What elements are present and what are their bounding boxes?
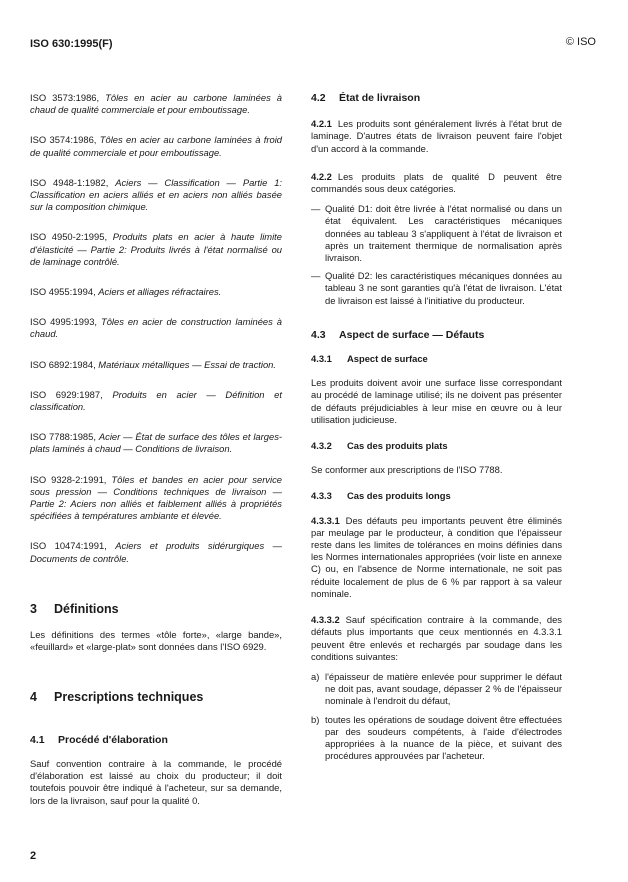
reference-code: ISO 4955:1994,	[30, 286, 96, 298]
doc-id-header: ISO 630:1995(F)	[30, 38, 113, 50]
condition-a-item: a) l'épaisseur de matière enlevée pour supprimer le défaut ne doit pas, avant soudage, dépasser 2 % de l'épaisseur nominale à l'endroit du défaut,	[311, 670, 562, 707]
reference-item	[30, 134, 282, 158]
reference-title: Produits plats en acier à haute limite d'élasticité — Partie 2: Produits livrés à l'état normalisé ou de laminage contrôlé.	[30, 231, 282, 267]
reference-item	[30, 359, 282, 371]
reference-title: Acier — État de surface des tôles et larges-plats laminés à chaud — Conditions de livraison.	[30, 431, 282, 455]
quality-d2-item: — Qualité D2: les caractéristiques mécaniques données au tableau 3 ne sont garanties qu'à l'état de livraison. L'état de livraison est laissé à l'initiative du producteur.	[311, 270, 562, 306]
reference-code: ISO 6929:1987,	[30, 388, 103, 400]
section-4-3-1-heading: 4.3.1 Aspect de surface	[311, 353, 428, 365]
page-number: 2	[30, 850, 37, 862]
reference-item	[30, 231, 282, 268]
reference-title: Produits en acier — Définition et classification.	[30, 388, 282, 413]
reference-item	[30, 431, 282, 455]
left-column	[30, 92, 282, 807]
section-4-3-2-heading: 4.3.2 Cas des produits plats	[311, 440, 448, 452]
reference-title: Tôles et bandes en acier pour service sous pression — Conditions techniques de livraison — Partie 2: Aciers non alliés et faiblement alliés à propriétés spécifiées à températures ambiante et élevée.	[30, 473, 282, 522]
para-4-2-1: 4.2.1 Les produits sont généralement livrés à l'état brut de laminage. D'autres états de livraison peuvent faire l'objet d'un accord à la commande.	[311, 118, 562, 154]
para-4-3-3-2: 4.3.3.2 Sauf spécification contraire à la commande, des défauts plus importants que ceux mentionnés en 4.3.3.1 peuvent être enlevés et rechargés par soudage dans les conditions suivantes:	[311, 614, 562, 662]
section-3-text: Les définitions des termes «tôle forte», «large bande», «feuillard» et «large-plat» sont données dans l'ISO 6929.	[30, 629, 282, 653]
reference-item	[30, 474, 282, 523]
reference-code: ISO 3573:1986,	[30, 92, 100, 103]
section-4-1-text: Sauf convention contraire à la commande, le procédé d'élaboration est laissé au choix du producteur; il doit toutefois pouvoir être indiqué à l'acheteur, sur sa demande, lors de la livraison, sauf pour la qualité 0.	[30, 757, 282, 806]
quality-d1-item: — Qualité D1: doit être livrée à l'état normalisé ou dans un état équivalent. Les caractéristiques mécaniques données au tableau 3 s'appliquent à l'état de livraison et après un traitement thermique de normalisation après livraison.	[311, 203, 562, 264]
reference-code: ISO 6892:1984,	[30, 358, 96, 370]
reference-code: ISO 7788:1985,	[30, 431, 96, 443]
section-4-3-1-text: Les produits doivent avoir une surface lisse correspondant au procédé de laminage utilisé; ils ne doivent pas présenter de défauts préjudiciables à leur mise en œuvre ou à leur utilisation judicieuse.	[311, 377, 562, 425]
reference-code: ISO 4950-2:1995,	[30, 231, 108, 243]
reference-item	[30, 177, 282, 214]
reference-code: ISO 10474:1991,	[30, 540, 107, 552]
section-4-2-heading: 4.2 État de livraison	[311, 92, 421, 104]
section-4-1-heading: 4.1 Procédé d'élaboration	[30, 733, 168, 746]
para-4-2-2: 4.2.2 Les produits plats de qualité D peuvent être commandés sous deux catégories.	[311, 170, 562, 195]
condition-b-item: b) toutes les opérations de soudage doivent être effectuées par des soudeurs compétents, à l'aide d'électrodes appropriées à la nuance de la pièce, et suivant des procédures approuvées par l'acheteur.	[311, 713, 562, 762]
section-4-heading: 4 Prescriptions techniques	[30, 690, 204, 705]
reference-title: Aciers — Classification — Partie 1: Classification en aciers alliés et en aciers non alliés basée sur la composition chimique.	[30, 176, 283, 213]
right-column	[311, 92, 562, 762]
section-4-3-2-text: Se conformer aux prescriptions de l'ISO 7788.	[311, 464, 503, 476]
reference-item	[30, 316, 282, 340]
reference-item	[30, 540, 282, 564]
reference-code: ISO 9328-2:1991,	[30, 473, 107, 485]
reference-item	[30, 92, 282, 116]
reference-item	[30, 389, 282, 413]
section-3-heading: 3 Définitions	[30, 601, 119, 616]
copyright-header: © ISO	[565, 36, 596, 48]
reference-code: ISO 4948-1:1982,	[30, 176, 109, 188]
para-4-3-3-1: 4.3.3.1 Des défauts peu importants peuvent être éliminés par meulage par le producteur, à condition que l'épaisseur reste dans les limites de tolérances en moins définies dans les Normes internationales appropriées (voir liste en annexe C) ou, en l'absence de Norme internationale, ne soit pas réduite localement de plus de 6 % par rapport à sa valeur nominale.	[311, 514, 562, 599]
reference-item	[30, 286, 282, 298]
reference-code: ISO 3574:1986,	[30, 134, 97, 146]
reference-title: Tôles en acier au carbone laminées à chaud de qualité commerciale et pour emboutissage.	[30, 92, 283, 116]
reference-title: Aciers et alliages réfractaires.	[98, 286, 222, 298]
reference-title: Matériaux métalliques — Essai de traction.	[98, 358, 276, 370]
section-4-3-heading: 4.3 Aspect de surface — Défauts	[311, 328, 485, 341]
reference-code: ISO 4995:1993,	[30, 316, 98, 328]
reference-title: Aciers et produits sidérurgiques — Documents de contrôle.	[30, 540, 283, 564]
normative-references-list	[30, 92, 282, 565]
reference-title: Tôles en acier au carbone laminées à froid de qualité commerciale et pour emboutissage.	[30, 134, 282, 158]
reference-title: Tôles en acier de construction laminées à chaud.	[30, 316, 282, 340]
section-4-3-3-heading: 4.3.3 Cas des produits longs	[311, 490, 451, 502]
